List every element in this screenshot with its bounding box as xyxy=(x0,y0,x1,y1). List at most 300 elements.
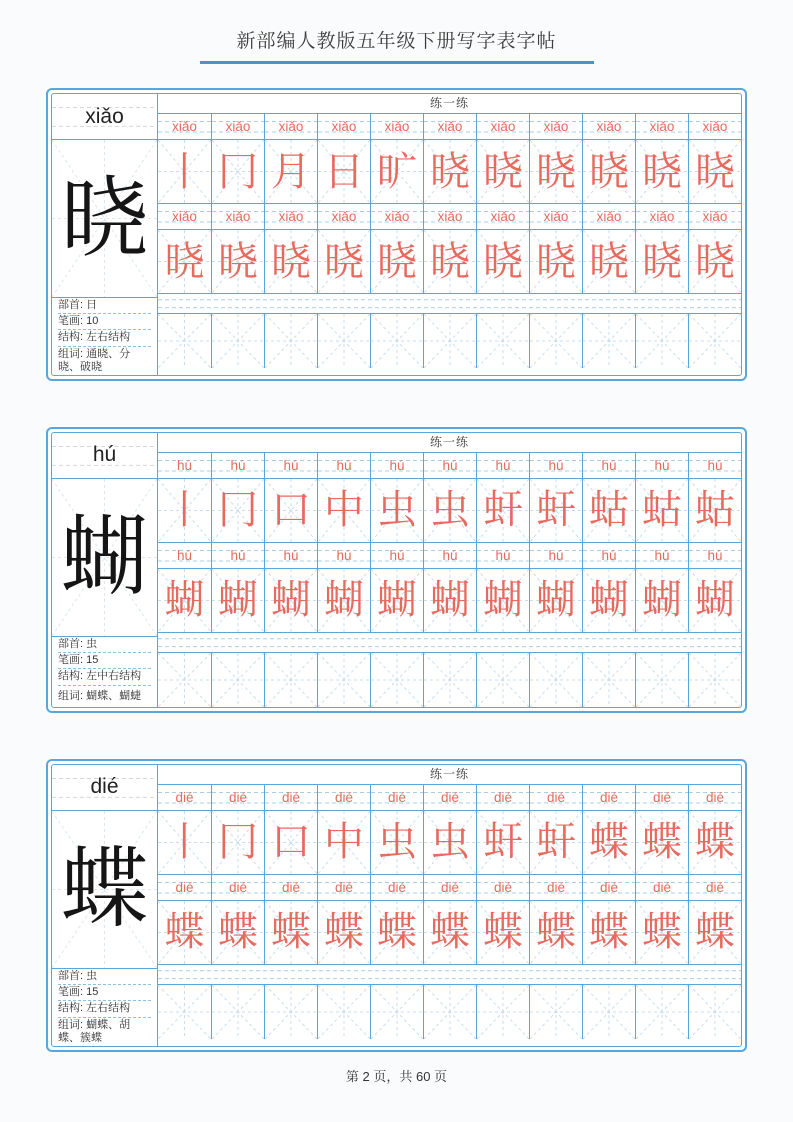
pinyin-practice-cell xyxy=(529,543,582,568)
practice-character: 虫 xyxy=(430,820,470,865)
empty-char-cell xyxy=(317,314,370,368)
empty-char-cell xyxy=(423,314,476,368)
practice-character: 蝴 xyxy=(164,578,205,623)
mizige-grid xyxy=(158,314,211,368)
practice-character: 蝶 xyxy=(377,910,417,955)
pinyin-practice-cell xyxy=(688,114,741,139)
practice-character: 冂 xyxy=(218,488,258,533)
practice-character: 晓 xyxy=(642,239,682,284)
practice-character: 晓 xyxy=(483,239,523,284)
practice-character: 虷 xyxy=(536,820,576,865)
empty-char-cell xyxy=(158,314,211,368)
pinyin-practice-cell xyxy=(476,875,529,900)
empty-char-cell xyxy=(423,985,476,1039)
practice-pinyin: xiǎo xyxy=(278,209,304,224)
practice-block-inner xyxy=(51,93,742,376)
practice-pinyin: xiǎo xyxy=(596,119,622,134)
practice-pinyin: hú xyxy=(654,547,670,563)
char-practice-cell xyxy=(688,230,741,293)
page-number: 第 2 页，共 60 页 xyxy=(345,1068,448,1084)
char-practice-cell xyxy=(158,569,211,632)
pinyin-practice-cell xyxy=(264,204,317,229)
pinyin-practice-cell xyxy=(370,875,423,900)
char-practice-cell xyxy=(582,811,635,874)
pinyin-practice-cell xyxy=(423,543,476,568)
practice-character: 晓 xyxy=(377,239,417,284)
practice-character: 蝶 xyxy=(324,910,364,955)
empty-pinyin-row xyxy=(158,633,741,653)
pinyin-practice-cell xyxy=(317,114,370,139)
practice-character: 虫 xyxy=(377,488,417,533)
pinyin-practice-cell xyxy=(582,875,635,900)
practice-block-inner xyxy=(51,764,742,1047)
char-practice-cell xyxy=(317,811,370,874)
empty-pinyin-row xyxy=(158,294,741,314)
practice-block-inner xyxy=(51,432,742,708)
practice-character: 蝴 xyxy=(218,578,258,623)
info-structure: 结构: 左右结构 xyxy=(58,329,151,345)
headword-character-text: 蝴 xyxy=(60,507,149,607)
info-radical: 部首: 日 xyxy=(58,299,98,311)
pinyin-practice-row xyxy=(158,543,741,569)
mizige-grid xyxy=(158,653,211,707)
practice-character: 蝴 xyxy=(324,578,364,623)
info-strokes: 笔画: 15 xyxy=(58,652,151,668)
pinyin-practice-cell xyxy=(582,785,635,810)
practice-character: 晓 xyxy=(218,239,258,284)
pinyin-practice-cell xyxy=(688,875,741,900)
mizige-grid xyxy=(530,653,582,707)
headword-character xyxy=(52,811,157,969)
practice-pinyin: dié xyxy=(334,789,353,805)
pinyin-practice-cell xyxy=(370,114,423,139)
char-practice-cell xyxy=(423,140,476,203)
headword-pinyin xyxy=(52,765,157,811)
practice-pinyin: xiǎo xyxy=(172,209,197,224)
headword-info xyxy=(52,637,157,707)
char-practice-cell xyxy=(264,811,317,874)
char-practice-row xyxy=(158,140,741,204)
char-practice-cell xyxy=(635,140,688,203)
mizige-grid xyxy=(477,985,529,1039)
pinyin-practice-cell xyxy=(423,875,476,900)
char-practice-cell xyxy=(211,479,264,542)
char-practice-cell xyxy=(211,230,264,293)
char-practice-cell xyxy=(582,901,635,964)
pinyin-practice-cell xyxy=(476,453,529,478)
pinyin-practice-cell xyxy=(688,785,741,810)
practice-character: 晓 xyxy=(164,239,205,284)
practice-pinyin: xiǎo xyxy=(437,119,463,134)
pinyin-practice-cell xyxy=(529,114,582,139)
practice-pinyin: dié xyxy=(387,789,406,805)
char-practice-cell xyxy=(317,901,370,964)
char-practice-cell xyxy=(423,230,476,293)
mizige-grid xyxy=(424,314,476,368)
practice-pinyin: dié xyxy=(334,879,353,895)
practice-character: 月 xyxy=(271,149,311,194)
empty-char-cell xyxy=(370,985,423,1039)
practice-character: 蝶 xyxy=(695,820,735,865)
mizige-grid xyxy=(583,314,635,368)
pinyin-practice-cell xyxy=(211,453,264,478)
char-practice-cell xyxy=(158,479,211,542)
practice-character: 旷 xyxy=(377,149,417,194)
pinyin-practice-cell xyxy=(688,543,741,568)
pinyin-ruling-lines xyxy=(158,294,741,313)
practice-pinyin: dié xyxy=(228,879,247,895)
pinyin-practice-cell xyxy=(529,204,582,229)
practice-pinyin: dié xyxy=(387,879,406,895)
practice-pinyin: dié xyxy=(440,789,459,805)
mizige-grid xyxy=(530,314,582,368)
char-practice-cell xyxy=(158,901,211,964)
char-practice-cell xyxy=(264,140,317,203)
empty-char-cell xyxy=(476,985,529,1039)
practice-pinyin: hú xyxy=(336,457,352,473)
page-header xyxy=(0,0,793,64)
info-structure: 结构: 左右结构 xyxy=(58,1000,151,1016)
mizige-grid xyxy=(636,314,688,368)
practice-pinyin: hú xyxy=(336,547,352,563)
practice-pinyin: hú xyxy=(283,457,299,473)
pinyin-practice-cell xyxy=(635,785,688,810)
pinyin-practice-cell xyxy=(211,785,264,810)
practice-pinyin: xiǎo xyxy=(172,119,197,134)
char-practice-cell xyxy=(423,479,476,542)
mizige-grid xyxy=(371,985,423,1039)
headword-pinyin-text: dié xyxy=(90,775,119,799)
char-practice-cell xyxy=(476,901,529,964)
practice-pinyin: xiǎo xyxy=(384,119,410,134)
practice-label: 练一练 xyxy=(158,765,741,785)
mizige-grid xyxy=(583,653,635,707)
info-strokes: 笔画: 15 xyxy=(58,984,151,1000)
empty-char-cell xyxy=(317,653,370,707)
practice-pinyin: hú xyxy=(442,457,458,473)
practice-pinyin: hú xyxy=(389,547,405,563)
pinyin-practice-cell xyxy=(264,114,317,139)
headword-pinyin-text: hú xyxy=(92,443,117,467)
practice-character: 晓 xyxy=(536,239,576,284)
info-strokes: 笔画: 10 xyxy=(58,313,151,329)
mizige-grid xyxy=(636,985,688,1039)
char-practice-cell xyxy=(476,140,529,203)
practice-pinyin: dié xyxy=(175,789,194,805)
empty-char-cell xyxy=(264,314,317,368)
pinyin-practice-cell xyxy=(423,453,476,478)
practice-character: 虷 xyxy=(536,488,576,533)
practice-character: 蝴 xyxy=(589,578,629,623)
empty-char-cell xyxy=(476,314,529,368)
practice-pinyin: hú xyxy=(495,547,511,563)
char-practice-cell xyxy=(370,811,423,874)
empty-char-cell xyxy=(582,985,635,1039)
mizige-grid xyxy=(636,653,688,707)
practice-character: 蝶 xyxy=(642,910,682,955)
empty-char-cell xyxy=(370,653,423,707)
pinyin-practice-cell xyxy=(211,543,264,568)
mizige-grid xyxy=(477,314,529,368)
practice-character: 日 xyxy=(324,149,364,194)
char-practice-cell xyxy=(211,569,264,632)
title-underline xyxy=(200,61,594,64)
pinyin-practice-cell xyxy=(476,114,529,139)
pinyin-practice-cell xyxy=(211,875,264,900)
practice-character: 晓 xyxy=(430,149,470,194)
char-practice-cell xyxy=(476,230,529,293)
char-practice-cell xyxy=(635,901,688,964)
pinyin-practice-cell xyxy=(529,785,582,810)
practice-pinyin: hú xyxy=(230,547,246,563)
practice-label: 练一练 xyxy=(158,433,741,453)
pinyin-practice-cell xyxy=(317,785,370,810)
info-words: 组词: 蝴蝶、蝴蜨 xyxy=(58,685,151,707)
pinyin-practice-cell xyxy=(370,453,423,478)
practice-character: 晓 xyxy=(589,149,629,194)
practice-character: 蝶 xyxy=(218,910,258,955)
char-practice-cell xyxy=(370,901,423,964)
pinyin-practice-row xyxy=(158,114,741,140)
pinyin-practice-cell xyxy=(158,875,211,900)
practice-pinyin: dié xyxy=(281,789,300,805)
empty-char-cell xyxy=(529,985,582,1039)
practice-character: 蝶 xyxy=(589,910,629,955)
headword-panel xyxy=(52,433,158,707)
char-practice-cell xyxy=(635,230,688,293)
practice-character: 蛄 xyxy=(642,488,682,533)
pinyin-practice-cell xyxy=(264,785,317,810)
practice-character: 晓 xyxy=(430,239,470,284)
practice-pinyin: hú xyxy=(707,547,723,563)
practice-character: 晓 xyxy=(324,239,364,284)
empty-char-cell xyxy=(582,314,635,368)
practice-pinyin: xiǎo xyxy=(225,209,251,224)
practice-pinyin: hú xyxy=(176,457,193,473)
pinyin-practice-cell xyxy=(635,453,688,478)
char-practice-cell xyxy=(688,811,741,874)
practice-pinyin: dié xyxy=(281,879,300,895)
pinyin-practice-cell xyxy=(476,785,529,810)
practice-character: 虫 xyxy=(377,820,417,865)
pinyin-practice-cell xyxy=(476,204,529,229)
pinyin-practice-cell xyxy=(529,875,582,900)
page-footer xyxy=(0,1066,793,1085)
practice-character: 蛄 xyxy=(589,488,629,533)
practice-pinyin: xiǎo xyxy=(331,209,357,224)
char-practice-cell xyxy=(476,811,529,874)
pinyin-practice-cell xyxy=(423,114,476,139)
char-practice-cell xyxy=(688,140,741,203)
char-practice-cell xyxy=(582,569,635,632)
practice-character: 丨 xyxy=(164,488,205,533)
headword-pinyin xyxy=(52,433,157,479)
empty-char-cell xyxy=(476,653,529,707)
practice-pinyin: hú xyxy=(495,457,511,473)
pinyin-practice-cell xyxy=(370,204,423,229)
practice-character: 蝶 xyxy=(695,910,735,955)
practice-pinyin: xiǎo xyxy=(490,119,516,134)
empty-char-cell xyxy=(264,985,317,1039)
char-practice-cell xyxy=(264,901,317,964)
empty-char-cell xyxy=(635,314,688,368)
char-practice-row xyxy=(158,230,741,294)
practice-pinyin: hú xyxy=(283,547,299,563)
practice-character: 晓 xyxy=(271,239,311,284)
char-practice-cell xyxy=(370,479,423,542)
mizige-grid xyxy=(371,314,423,368)
empty-char-row xyxy=(158,653,741,707)
char-practice-row xyxy=(158,901,741,965)
practice-pinyin: xiǎo xyxy=(543,119,569,134)
pinyin-practice-row xyxy=(158,453,741,479)
practice-character: 冂 xyxy=(218,820,258,865)
char-practice-cell xyxy=(529,230,582,293)
empty-char-cell xyxy=(635,985,688,1039)
mizige-grid xyxy=(583,985,635,1039)
char-practice-cell xyxy=(529,901,582,964)
practice-character: 蛄 xyxy=(695,488,735,533)
pinyin-practice-cell xyxy=(158,785,211,810)
mizige-grid xyxy=(212,985,264,1039)
practice-pinyin: dié xyxy=(546,789,565,805)
char-practice-cell xyxy=(476,569,529,632)
headword-pinyin xyxy=(52,94,157,140)
mizige-grid xyxy=(318,314,370,368)
char-practice-cell xyxy=(688,479,741,542)
char-practice-cell xyxy=(264,569,317,632)
char-practice-row xyxy=(158,479,741,543)
headword-panel xyxy=(52,765,158,1046)
info-structure: 结构: 左中右结构 xyxy=(58,668,151,684)
mizige-grid xyxy=(318,985,370,1039)
practice-table xyxy=(158,433,741,707)
practice-pinyin: xiǎo xyxy=(384,209,410,224)
char-practice-cell xyxy=(476,479,529,542)
headword-character-text: 晓 xyxy=(60,168,149,268)
practice-character: 晓 xyxy=(536,149,576,194)
practice-pinyin: xiǎo xyxy=(278,119,304,134)
practice-character: 中 xyxy=(324,820,364,865)
char-practice-cell xyxy=(158,230,211,293)
pinyin-practice-cell xyxy=(158,453,211,478)
practice-character: 晓 xyxy=(589,239,629,284)
headword-character xyxy=(52,479,157,637)
practice-pinyin: dié xyxy=(493,789,512,805)
practice-character: 丨 xyxy=(164,820,205,865)
pinyin-practice-cell xyxy=(158,543,211,568)
practice-character: 虷 xyxy=(483,488,523,533)
pinyin-practice-cell xyxy=(158,204,211,229)
practice-character: 虫 xyxy=(430,488,470,533)
empty-char-cell xyxy=(158,653,211,707)
char-practice-cell xyxy=(423,569,476,632)
practice-pinyin: xiǎo xyxy=(543,209,569,224)
char-practice-cell xyxy=(635,479,688,542)
pinyin-practice-row xyxy=(158,204,741,230)
char-practice-cell xyxy=(211,811,264,874)
pinyin-practice-cell xyxy=(688,453,741,478)
practice-character: 晓 xyxy=(695,149,735,194)
practice-pinyin: hú xyxy=(601,457,617,473)
empty-char-cell xyxy=(158,985,211,1039)
char-practice-cell xyxy=(158,140,211,203)
empty-char-cell xyxy=(688,985,741,1039)
pinyin-practice-cell xyxy=(317,543,370,568)
practice-blocks-container xyxy=(46,88,747,1052)
practice-character: 蝴 xyxy=(695,578,735,623)
headword-info xyxy=(52,298,157,375)
pinyin-practice-cell xyxy=(529,453,582,478)
char-practice-cell xyxy=(635,569,688,632)
practice-pinyin: xiǎo xyxy=(331,119,357,134)
char-practice-row xyxy=(158,811,741,875)
empty-char-cell xyxy=(423,653,476,707)
practice-pinyin: xiǎo xyxy=(649,209,675,224)
info-radical: 部首: 虫 xyxy=(58,637,98,650)
practice-pinyin: xiǎo xyxy=(490,209,516,224)
char-practice-cell xyxy=(317,230,370,293)
pinyin-practice-cell xyxy=(211,204,264,229)
practice-label: 练一练 xyxy=(158,94,741,114)
pinyin-practice-cell xyxy=(264,543,317,568)
practice-pinyin: dié xyxy=(705,789,724,805)
practice-character: 蝶 xyxy=(430,910,470,955)
mizige-grid xyxy=(265,653,317,707)
headword-character xyxy=(52,140,157,298)
practice-pinyin: xiǎo xyxy=(702,119,728,134)
empty-char-cell xyxy=(370,314,423,368)
info-words: 组词: 蝴蝶、胡蝶、簇蝶 xyxy=(58,1017,151,1046)
mizige-grid xyxy=(318,653,370,707)
empty-char-cell xyxy=(688,653,741,707)
practice-pinyin: hú xyxy=(176,547,193,563)
practice-pinyin: dié xyxy=(493,879,512,895)
empty-char-cell xyxy=(211,985,264,1039)
page-title: 新部编人教版五年级下册写字表字帖 xyxy=(236,31,557,52)
char-practice-cell xyxy=(370,569,423,632)
pinyin-practice-cell xyxy=(582,114,635,139)
pinyin-practice-cell xyxy=(635,204,688,229)
pinyin-practice-cell xyxy=(317,453,370,478)
practice-pinyin: hú xyxy=(601,547,617,563)
practice-pinyin: dié xyxy=(440,879,459,895)
headword-pinyin-text: xiǎo xyxy=(85,104,124,128)
empty-char-cell xyxy=(635,653,688,707)
practice-pinyin: dié xyxy=(228,789,247,805)
pinyin-practice-cell xyxy=(582,453,635,478)
practice-pinyin: hú xyxy=(230,457,246,473)
pinyin-practice-cell xyxy=(423,204,476,229)
pinyin-practice-cell xyxy=(476,543,529,568)
mizige-grid xyxy=(212,314,264,368)
char-practice-cell xyxy=(264,230,317,293)
pinyin-ruling-lines xyxy=(158,633,741,652)
practice-table xyxy=(158,765,741,1046)
mizige-grid xyxy=(424,653,476,707)
pinyin-practice-cell xyxy=(635,875,688,900)
char-practice-cell xyxy=(688,901,741,964)
mizige-grid xyxy=(371,653,423,707)
practice-pinyin: dié xyxy=(599,789,618,805)
char-practice-cell xyxy=(317,140,370,203)
empty-char-cell xyxy=(211,314,264,368)
practice-character: 蝴 xyxy=(483,578,523,623)
practice-pinyin: xiǎo xyxy=(596,209,622,224)
mizige-grid xyxy=(424,985,476,1039)
char-practice-cell xyxy=(370,140,423,203)
practice-character: 中 xyxy=(324,488,364,533)
